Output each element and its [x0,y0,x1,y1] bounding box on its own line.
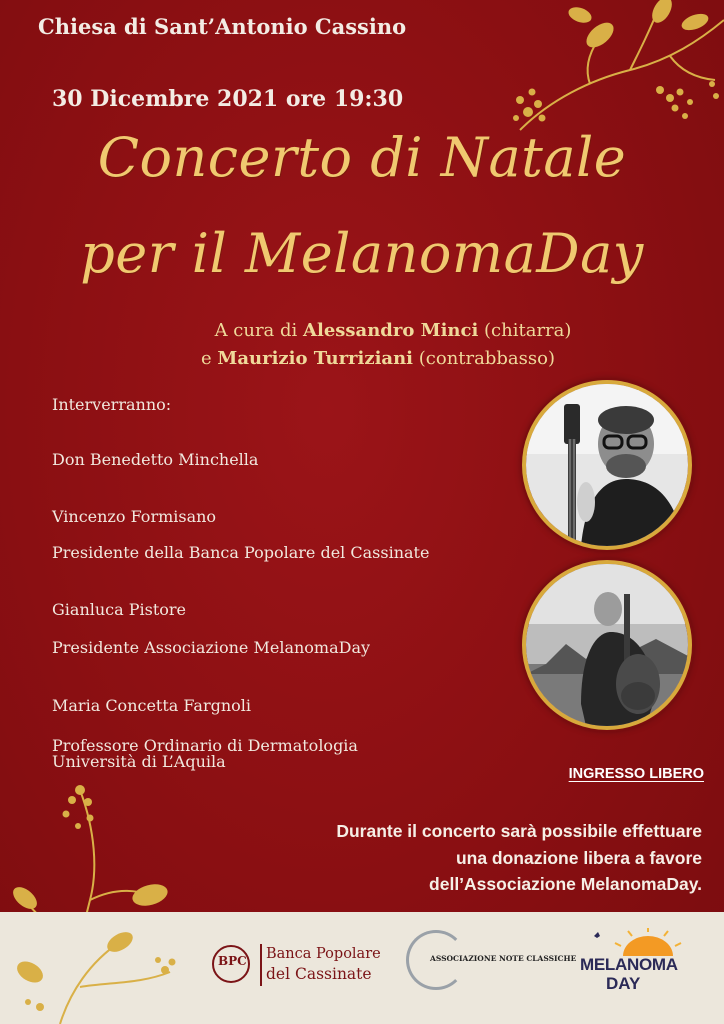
curator-name-1: Alessandro Minci [303,320,479,341]
title-line-1: Concerto di Natale [97,126,627,189]
guitar-player-photo [522,380,692,550]
melanomaday-sun-icon [588,928,698,956]
bpc-monogram: BPC [218,954,247,968]
donation-note [336,818,702,898]
speakers-heading: Interverranno: [52,395,172,414]
speaker-name: Gianluca Pistore [52,600,187,619]
free-entry-label: INGRESSO LIBERO [568,766,704,782]
floral-ornament-top-icon [480,0,724,140]
melanomaday-name-line-2: DAY [606,974,641,993]
curator-role-1: (chitarra) [484,320,572,341]
title-line-2: per il MelanomaDay [80,222,644,285]
speaker-name: Don Benedetto Minchella [52,450,259,469]
speaker-name: Maria Concetta Fargnoli [52,696,252,715]
speaker-role: Presidente Associazione MelanomaDay [52,638,371,657]
curator-conj: e [201,348,212,369]
melanomaday-name-line-1: MELANOMA [580,955,678,974]
curator-name-2: Maurizio Turriziani [217,348,414,369]
guitar-player-icon [526,384,688,546]
floral-ornament-footer-icon [0,912,180,1024]
curator-line-2 [0,348,724,369]
venue: Chiesa di Sant’Antonio Cassino [38,14,407,39]
bpc-name-line-1: Banca Popolare [266,946,381,962]
speaker-role: Professore Ordinario di Dermatologia [52,736,358,755]
curator-line-1 [0,320,724,341]
curator-role-2: (contrabbasso) [418,348,555,369]
event-datetime: 30 Dicembre 2021 ore 19:30 [52,86,404,112]
bpc-divider [260,944,262,986]
curator-prefix: A cura di [214,320,298,341]
double-bass-player-icon [526,564,688,726]
donation-line: Durante il concerto sarà possibile effettuare [336,821,702,841]
speaker-name: Vincenzo Formisano [52,507,217,526]
speaker-role: Presidente della Banca Popolare del Cassinate [52,543,430,562]
double-bass-player-photo [522,560,692,730]
bpc-name-line-2: del Cassinate [266,965,372,983]
donation-line: una donazione libera a favore [455,847,702,868]
speaker-affiliation: Università di L’Aquila [52,752,226,771]
note-classiche-name: ASSOCIAZIONE NOTE CLASSICHE [430,954,577,963]
donation-line: dell’Associazione MelanomaDay. [429,874,702,894]
